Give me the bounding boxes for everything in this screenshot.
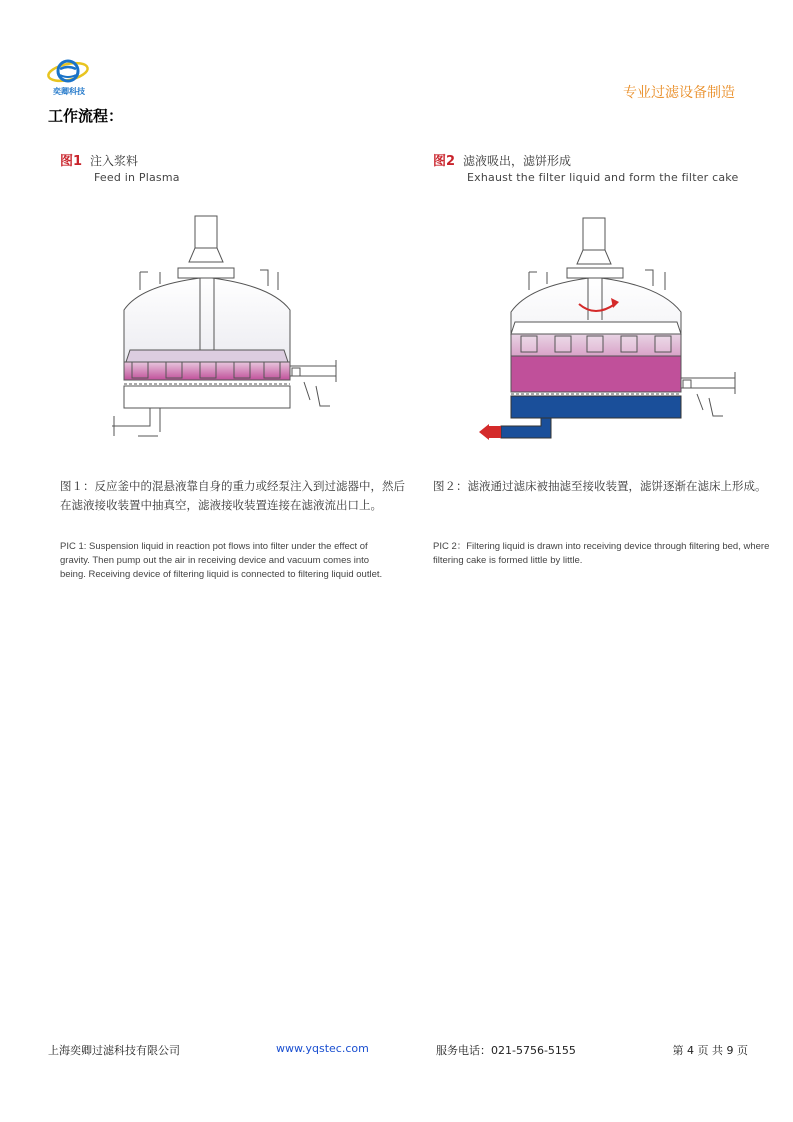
- figure-2-caption-cn: 图２：滤液通过滤床被抽滤至接收装置，滤饼逐渐在滤床上形成。: [433, 479, 767, 493]
- figure-1-caption-cn: 图１：反应釜中的混悬液靠自身的重力或经泵注入到过滤器中，然后在滤液接收装置中抽真空，滤液接收装置连接在滤液流出口上。: [60, 479, 405, 512]
- figure-2-header: [433, 150, 738, 184]
- outlet-arrow-icon: [479, 424, 501, 440]
- figure-1-header: [60, 150, 180, 184]
- figure-1-title-cn: 注入浆料: [90, 154, 139, 168]
- figure-2-number: 图2: [433, 154, 456, 169]
- footer-page-number: 第 4 页 共 9 页: [672, 1044, 748, 1057]
- figure-1-caption-en: PIC 1: Suspension liquid in reaction pot flows into filter under the effect of gravity. Then pump out the air in receiving device and vacuum comes into being. Receiving device of filtering liquid is connected to filtering liquid outlet.: [60, 541, 383, 580]
- footer-phone: 服务电话：021-5756-5155: [436, 1044, 576, 1057]
- footer-website-link[interactable]: www.yqstec.com: [276, 1042, 369, 1055]
- figure-1-number: 图1: [60, 154, 83, 169]
- header-tagline: 专业过滤设备制造: [623, 85, 735, 101]
- figure-1-filter-diagram: [100, 210, 370, 450]
- figure-2-caption-en: PIC 2：Filtering liquid is drawn into receiving device through filtering bed, where filtering cake is formed little by little.: [433, 541, 770, 566]
- figure-2-title-cn: 滤液吸出，滤饼形成: [463, 154, 572, 168]
- figure-2-title-en: Exhaust the filter liquid and form the filter cake: [467, 171, 739, 184]
- globe-logo-icon: [46, 56, 94, 90]
- figure-2-filter-diagram: [475, 210, 755, 450]
- footer-company: 上海奕卿过滤科技有限公司: [48, 1044, 180, 1057]
- figure-1-title-en: Feed in Plasma: [94, 171, 180, 184]
- logo-text: 奕卿科技: [53, 87, 85, 96]
- section-title: 工作流程：: [48, 107, 124, 125]
